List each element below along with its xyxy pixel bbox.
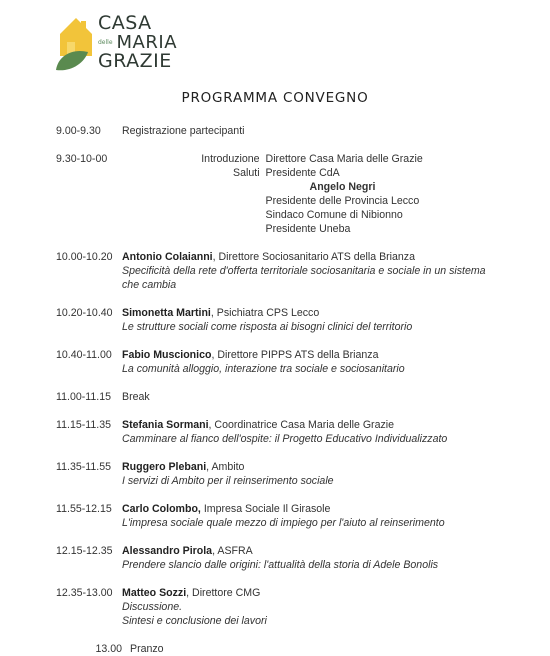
schedule-row	[56, 460, 496, 488]
intro-label-saluti: Saluti	[233, 167, 260, 179]
schedule-content	[122, 418, 496, 446]
talk-topic: Camminare al fianco dell'ospite: il Progetto Educativo Individualizzato	[122, 433, 448, 445]
intro-value-person: Angelo Negri	[309, 181, 376, 193]
schedule-content	[122, 250, 496, 292]
speaker-line	[122, 460, 496, 474]
speaker-role: , Psichiatra CPS Lecco	[210, 307, 320, 319]
speaker-name: Fabio Muscionico	[122, 349, 212, 361]
talk-topic: La comunità alloggio, interazione tra sociale e sociosanitario	[122, 363, 405, 375]
schedule-row	[56, 348, 496, 376]
schedule-time: 10.20-10.40	[56, 307, 113, 319]
speaker-line	[122, 586, 496, 600]
speaker-role: , Ambito	[206, 461, 245, 473]
speaker-role: , Direttore PIPPS ATS della Brianza	[211, 349, 379, 361]
speaker-name: Antonio Colaianni	[122, 251, 213, 263]
schedule-row-registrazione	[56, 124, 496, 138]
talk-topic: I servizi di Ambito per il reinserimento sociale	[122, 475, 334, 487]
intro-value: Presidente delle Provincia Lecco	[265, 195, 420, 207]
schedule-time: 9.00-9.30	[56, 125, 101, 137]
speaker-role: , Direttore CMG	[186, 587, 261, 599]
schedule-text: Registrazione partecipanti	[122, 125, 245, 137]
schedule-time: 10.00-10.20	[56, 251, 113, 263]
schedule-row	[56, 250, 496, 292]
logo-line-maria: MARIA	[116, 32, 178, 53]
schedule-row	[56, 418, 496, 446]
schedule-row	[56, 306, 496, 334]
intro-labels	[128, 152, 260, 236]
speaker-line	[122, 306, 496, 320]
logo-line-casa: CASA	[98, 12, 152, 34]
logo-line-grazie: GRAZIE	[98, 50, 172, 72]
schedule-row-pranzo	[56, 642, 496, 656]
talk-topic: Le strutture sociali come risposta ai bisogni clinici del territorio	[122, 321, 413, 333]
speaker-role: , ASFRA	[212, 545, 253, 557]
schedule-time: 13.00	[95, 643, 122, 655]
speaker-name: Stefania Sormani	[122, 419, 209, 431]
speaker-line	[122, 544, 496, 558]
logo	[54, 12, 194, 76]
schedule-content	[122, 586, 496, 628]
schedule-content	[122, 544, 496, 572]
speaker-line	[122, 250, 496, 264]
schedule-text: Break	[122, 391, 150, 403]
page-title: PROGRAMMA CONVEGNO	[181, 90, 369, 106]
speaker-line	[122, 502, 496, 516]
schedule-content	[122, 460, 496, 488]
schedule-row	[56, 544, 496, 572]
intro-value: Presidente Uneba	[265, 223, 351, 235]
intro-value	[266, 166, 496, 194]
talk-topic: Prendere slancio dalle origini: l'attualità della storia di Adele Bonolis	[122, 559, 439, 571]
schedule-time: 11.15-11.35	[56, 419, 111, 431]
speaker-role: , Direttore Sociosanitario ATS della Brianza	[212, 251, 415, 263]
talk-topic: Discussione.	[122, 601, 183, 613]
logo-delle: delle	[98, 39, 113, 46]
schedule-time: 11.00-11.15	[56, 391, 111, 403]
intro-values	[266, 152, 496, 236]
talk-topic: Specificità della rete d'offerta territoriale sociosanitaria e sociale in un sistema che cambia	[122, 265, 486, 291]
schedule-time: 11.55-12.15	[56, 503, 112, 515]
speaker-name: Carlo Colombo,	[122, 503, 201, 515]
talk-topic: L'impresa sociale quale mezzo di impiego per l'aiuto al reinserimento	[122, 517, 445, 529]
schedule-time: 12.15-12.35	[56, 545, 113, 557]
schedule-time: 10.40-11.00	[56, 349, 112, 361]
house-leaf-icon	[54, 12, 98, 74]
logo-wordmark	[98, 14, 177, 71]
schedule-content	[122, 502, 496, 530]
speaker-role: , Coordinatrice Casa Maria delle Grazie	[208, 419, 395, 431]
schedule-row	[56, 502, 496, 530]
talk-topic-2: Sintesi e conclusione dei lavori	[122, 615, 267, 627]
speaker-line	[122, 348, 496, 362]
schedule-time: 12.35-13.00	[56, 587, 113, 599]
schedule-row-intro	[56, 152, 496, 236]
schedule-content	[122, 306, 496, 334]
schedule-row	[56, 586, 496, 628]
program-schedule	[56, 124, 496, 656]
intro-value: Sindaco Comune di Nibionno	[265, 209, 403, 221]
speaker-name: Ruggero Plebani	[122, 461, 207, 473]
schedule-content	[122, 348, 496, 376]
speaker-name: Simonetta Martini	[122, 307, 211, 319]
speaker-role: Impresa Sociale Il Girasole	[200, 503, 331, 515]
schedule-time: 11.35-11.55	[56, 461, 111, 473]
schedule-time: 9.30-10-00	[56, 153, 108, 165]
intro-value: Direttore Casa Maria delle Grazie	[265, 153, 423, 165]
schedule-text: Pranzo	[130, 643, 164, 655]
speaker-line	[122, 418, 496, 432]
speaker-name: Alessandro Pirola	[122, 545, 213, 557]
intro-value-role: Presidente CdA	[265, 167, 340, 179]
schedule-row-break	[56, 390, 496, 404]
speaker-name: Matteo Sozzi	[122, 587, 187, 599]
intro-label-introduzione: Introduzione	[201, 153, 260, 165]
